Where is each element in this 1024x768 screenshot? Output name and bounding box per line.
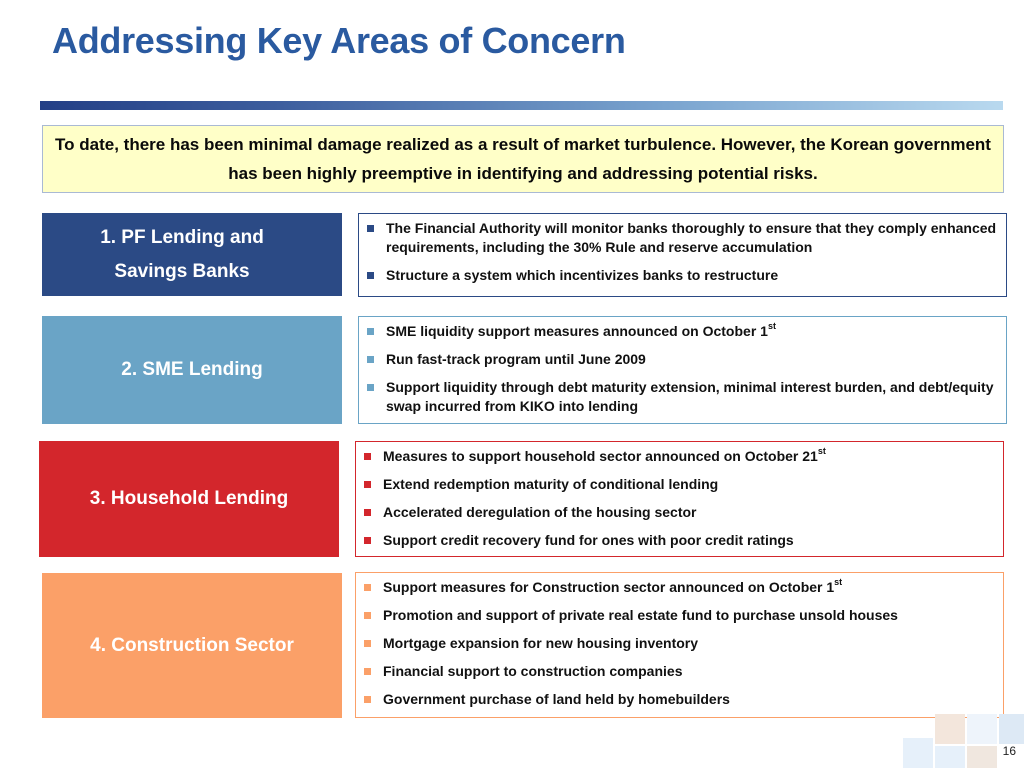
bullet-square-icon bbox=[364, 612, 371, 619]
bullet-text: SME liquidity support measures announced on October 1st bbox=[386, 321, 776, 339]
title-divider bbox=[40, 101, 1003, 110]
bullet-square-icon bbox=[364, 696, 371, 703]
category-sme-lending bbox=[42, 316, 342, 424]
list-item bbox=[364, 690, 995, 709]
page-title: Addressing Key Areas of Concern bbox=[52, 20, 626, 61]
list-item bbox=[364, 634, 995, 653]
list-item bbox=[364, 447, 995, 466]
list-item bbox=[367, 322, 998, 341]
bullet-text: Mortgage expansion for new housing inventory bbox=[383, 635, 699, 651]
decorative-corner-graphic bbox=[903, 714, 1024, 768]
list-item bbox=[364, 662, 995, 681]
detail-box-sme-lending bbox=[358, 316, 1007, 424]
bullet-square-icon bbox=[364, 481, 371, 488]
category-label: 2. SME Lending bbox=[121, 359, 263, 380]
list-item bbox=[364, 578, 995, 597]
category-label: 3. Household Lending bbox=[89, 488, 289, 509]
list-item bbox=[367, 350, 998, 369]
category-label-line2: Savings Banks bbox=[114, 261, 250, 282]
bullet-square-icon bbox=[367, 384, 374, 391]
bullet-text: Support liquidity through debt maturity extension, minimal interest burden, and debt/equity swap incurred from KIKO into lending bbox=[386, 379, 994, 414]
category-label-line1: 1. PF Lending and bbox=[100, 227, 264, 248]
list-item bbox=[364, 475, 995, 494]
bullet-text: Accelerated deregulation of the housing sector bbox=[383, 504, 697, 520]
detail-box-construction-sector bbox=[355, 572, 1004, 718]
bullet-square-icon bbox=[367, 328, 374, 335]
bullet-text: Support measures for Construction sector announced on October 1st bbox=[383, 577, 843, 595]
bullet-square-icon bbox=[364, 537, 371, 544]
category-construction-sector bbox=[42, 573, 342, 718]
bullet-text: Promotion and support of private real estate fund to purchase unsold houses bbox=[383, 607, 898, 623]
bullet-square-icon bbox=[367, 356, 374, 363]
bullet-text: Financial support to construction companies bbox=[383, 663, 683, 679]
list-item bbox=[364, 531, 995, 550]
bullet-text: Measures to support household sector announced on October 21st bbox=[383, 446, 826, 464]
detail-box-pf-lending bbox=[358, 213, 1007, 297]
bullet-text: The Financial Authority will monitor banks thoroughly to ensure that they comply enhanced requirements, including the 30% Rule and reserve accumulation bbox=[386, 220, 997, 255]
list-item bbox=[364, 503, 995, 522]
category-label: 4. Construction Sector bbox=[90, 634, 294, 656]
list-item bbox=[367, 219, 998, 257]
bullet-square-icon bbox=[367, 272, 374, 279]
summary-box bbox=[42, 125, 1004, 193]
summary-text: To date, there has been minimal damage realized as a result of market turbulence. However, the Korean government has been highly preemptive in identifying and addressing potential risks. bbox=[55, 135, 991, 183]
list-item bbox=[364, 606, 995, 625]
bullet-square-icon bbox=[364, 668, 371, 675]
bullet-text: Run fast-track program until June 2009 bbox=[386, 351, 646, 367]
category-pf-lending bbox=[42, 213, 342, 296]
bullet-square-icon bbox=[367, 225, 374, 232]
bullet-square-icon bbox=[364, 509, 371, 516]
page-number: 16 bbox=[1002, 744, 1016, 758]
detail-box-household-lending bbox=[355, 441, 1004, 557]
category-label bbox=[82, 221, 282, 289]
bullet-square-icon bbox=[364, 640, 371, 647]
category-household-lending bbox=[39, 441, 339, 557]
list-item bbox=[367, 378, 998, 416]
bullet-text: Support credit recovery fund for ones with poor credit ratings bbox=[383, 532, 794, 548]
bullet-text: Structure a system which incentivizes banks to restructure bbox=[386, 267, 779, 283]
bullet-square-icon bbox=[364, 584, 371, 591]
bullet-text: Extend redemption maturity of conditional lending bbox=[383, 476, 719, 492]
bullet-square-icon bbox=[364, 453, 371, 460]
bullet-text: Government purchase of land held by homebuilders bbox=[383, 691, 730, 707]
list-item bbox=[367, 266, 998, 285]
